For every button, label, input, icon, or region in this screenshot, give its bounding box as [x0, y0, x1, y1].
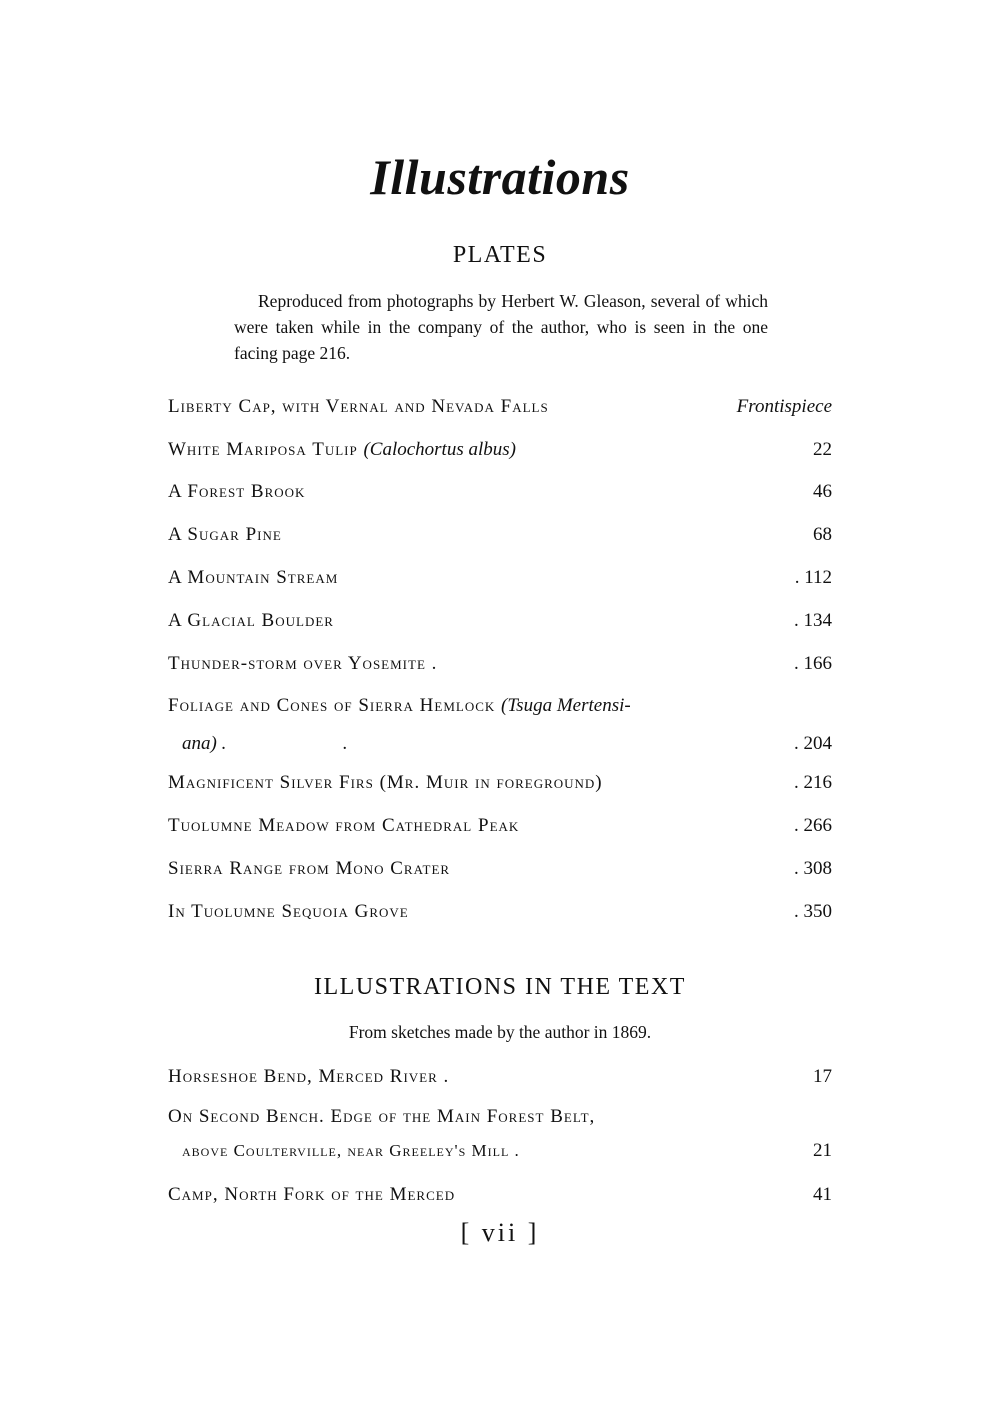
list-item	[168, 610, 832, 640]
entry-page: . 166	[794, 653, 832, 674]
entry-page: Frontispiece	[736, 396, 832, 417]
entry-title-latin: (Tsuga Mertensi-	[501, 695, 631, 716]
list-item	[168, 901, 832, 931]
list-item	[168, 396, 832, 426]
list-item	[168, 815, 832, 845]
list-item	[168, 653, 832, 683]
list-item	[168, 695, 832, 763]
page-number: [ vii ]	[460, 1218, 540, 1247]
entry-title-continuation: above Coulterville, near Greeley's Mill .	[182, 1141, 520, 1160]
list-item	[168, 858, 832, 888]
text-illustrations-note: From sketches made by the author in 1869.	[348, 1022, 652, 1042]
list-item	[168, 439, 832, 469]
entry-page: . 350	[794, 901, 832, 922]
entry-title: A Glacial Boulder	[168, 610, 334, 631]
entry-title: Liberty Cap, with Vernal and Nevada Falls	[168, 396, 549, 417]
entry-title: A Forest Brook	[168, 481, 306, 502]
list-item	[168, 1106, 832, 1170]
list-item	[168, 1066, 832, 1096]
entry-title: In Tuolumne Sequoia Grove	[168, 901, 409, 922]
entry-page: 17	[813, 1066, 832, 1087]
plates-note: Reproduced from photographs by Herbert W. Gleason, several of which were taken while in the company of the author, who is seen in the one facing page 216.	[234, 291, 768, 363]
entry-title: Sierra Range from Mono Crater	[168, 858, 451, 879]
entry-title: White Mariposa Tulip	[168, 439, 358, 460]
entry-title: On Second Bench. Edge of the Main Forest Belt,	[168, 1106, 596, 1127]
entry-page: . 112	[794, 567, 832, 588]
entry-page: 21	[813, 1140, 832, 1161]
entry-title: Thunder-storm over Yosemite .	[168, 653, 438, 674]
entry-title-latin: (Calochortus albus)	[363, 439, 516, 460]
entry-page: 68	[813, 524, 832, 545]
entry-title: Foliage and Cones of Sierra Hemlock	[168, 695, 496, 716]
text-illustrations-heading: ILLUSTRATIONS IN THE TEXT	[314, 974, 686, 1000]
entry-title: A Mountain Stream	[168, 567, 339, 588]
entry-page: . 216	[794, 772, 832, 793]
entry-page: . 266	[794, 815, 832, 836]
list-item	[168, 772, 832, 802]
page-title: Illustrations	[370, 149, 630, 205]
plates-heading: PLATES	[452, 242, 548, 268]
entry-title: Magnificent Silver Firs (Mr. Muir in foreground)	[168, 772, 603, 793]
list-item	[168, 481, 832, 511]
entry-title: Camp, North Fork of the Merced	[168, 1184, 456, 1205]
entry-page: 41	[813, 1184, 832, 1205]
entry-page: 22	[813, 439, 832, 460]
entry-page: 46	[813, 481, 832, 502]
entry-page: . 308	[794, 858, 832, 879]
entry-page: . 134	[794, 610, 832, 631]
list-item	[168, 1184, 832, 1214]
entry-title: A Sugar Pine	[168, 524, 282, 545]
entry-title: Horseshoe Bend, Merced River .	[168, 1066, 450, 1087]
entry-title: Tuolumne Meadow from Cathedral Peak	[168, 815, 520, 836]
entry-title-continuation: ana) .	[182, 733, 227, 754]
list-item	[168, 567, 832, 597]
leader-dots: .	[342, 733, 352, 754]
entry-page: . 204	[794, 733, 832, 754]
list-item	[168, 524, 832, 554]
